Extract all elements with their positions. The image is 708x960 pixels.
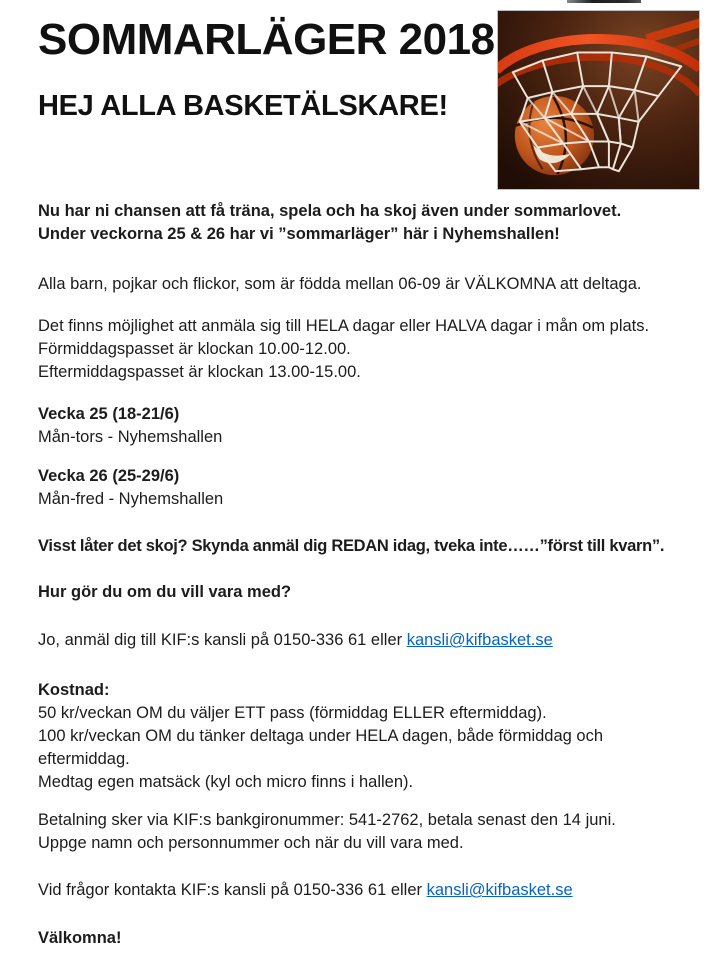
week-25-title: Vecka 25 (18-21/6) [38,405,180,423]
cost-line-3: eftermiddag. [38,750,130,768]
page-title: SOMMARLÄGER 2018 [38,15,495,64]
payment-line-2: Uppge namn och personnummer och när du vill vara med. [38,834,464,852]
signup-line-1: Det finns möjlighet att anmäla sig till HELA dagar eller HALVA dagar i mån om plats. [38,317,650,335]
signup-line-2: Förmiddagspasset är klockan 10.00-12.00. [38,340,351,358]
closing-line: Välkomna! [38,929,122,947]
intro-line-1: Nu har ni chansen att få träna, spela och ha skoj även under sommarlovet. [38,202,622,220]
basketball-hoop-illustration [498,11,699,189]
cost-block [38,679,700,794]
cost-line-1: 50 kr/veckan OM du väljer ETT pass (förmiddag ELLER eftermiddag). [38,704,547,722]
cta-line: Visst låter det skoj? Skynda anmäl dig REDAN idag, tveka inte……”först till kvarn”. [38,537,665,555]
register-text: Jo, anmäl dig till KIF:s kansli på 0150-336 61 eller [38,631,407,649]
register-email-link[interactable]: kansli@kifbasket.se [406,631,553,649]
signup-line-3: Eftermiddagspasset är klockan 13.00-15.00. [38,363,361,381]
intro-line-2: Under veckorna 25 & 26 har vi ”sommarläger” här i Nyhemshallen! [38,225,560,243]
intro-paragraph [38,200,700,246]
payment-block [38,809,700,855]
photo-artifact-strip [567,0,641,3]
questions-email-link[interactable]: kansli@kifbasket.se [426,881,573,899]
questions-line [38,879,700,902]
cost-heading: Kostnad: [38,681,110,699]
signup-paragraph [38,315,700,384]
week-25-block [38,403,700,449]
how-to-join-heading: Hur gör du om du vill vara med? [38,583,292,601]
basketball-hoop-photo [497,10,700,190]
week-26-block [38,465,700,511]
cost-line-2: 100 kr/veckan OM du tänker deltaga under HELA dagen, både förmiddag och [38,727,604,745]
page-subtitle: HEJ ALLA BASKETÄLSKARE! [38,90,448,122]
week-26-detail: Mån-fred - Nyhemshallen [38,490,224,508]
cost-line-4: Medtag egen matsäck (kyl och micro finns i hallen). [38,773,414,791]
payment-line-1: Betalning sker via KIF:s bankgironummer: 541-2762, betala senast den 14 juni. [38,811,616,829]
basketball [515,96,594,175]
questions-text: Vid frågor kontakta KIF:s kansli på 0150-336 61 eller [38,881,427,899]
week-25-detail: Mån-tors - Nyhemshallen [38,428,223,446]
register-line [38,629,700,652]
welcome-line: Alla barn, pojkar och flickor, som är födda mellan 06-09 är VÄLKOMNA att deltaga. [38,275,642,293]
document-body [38,200,700,950]
week-26-title: Vecka 26 (25-29/6) [38,467,180,485]
